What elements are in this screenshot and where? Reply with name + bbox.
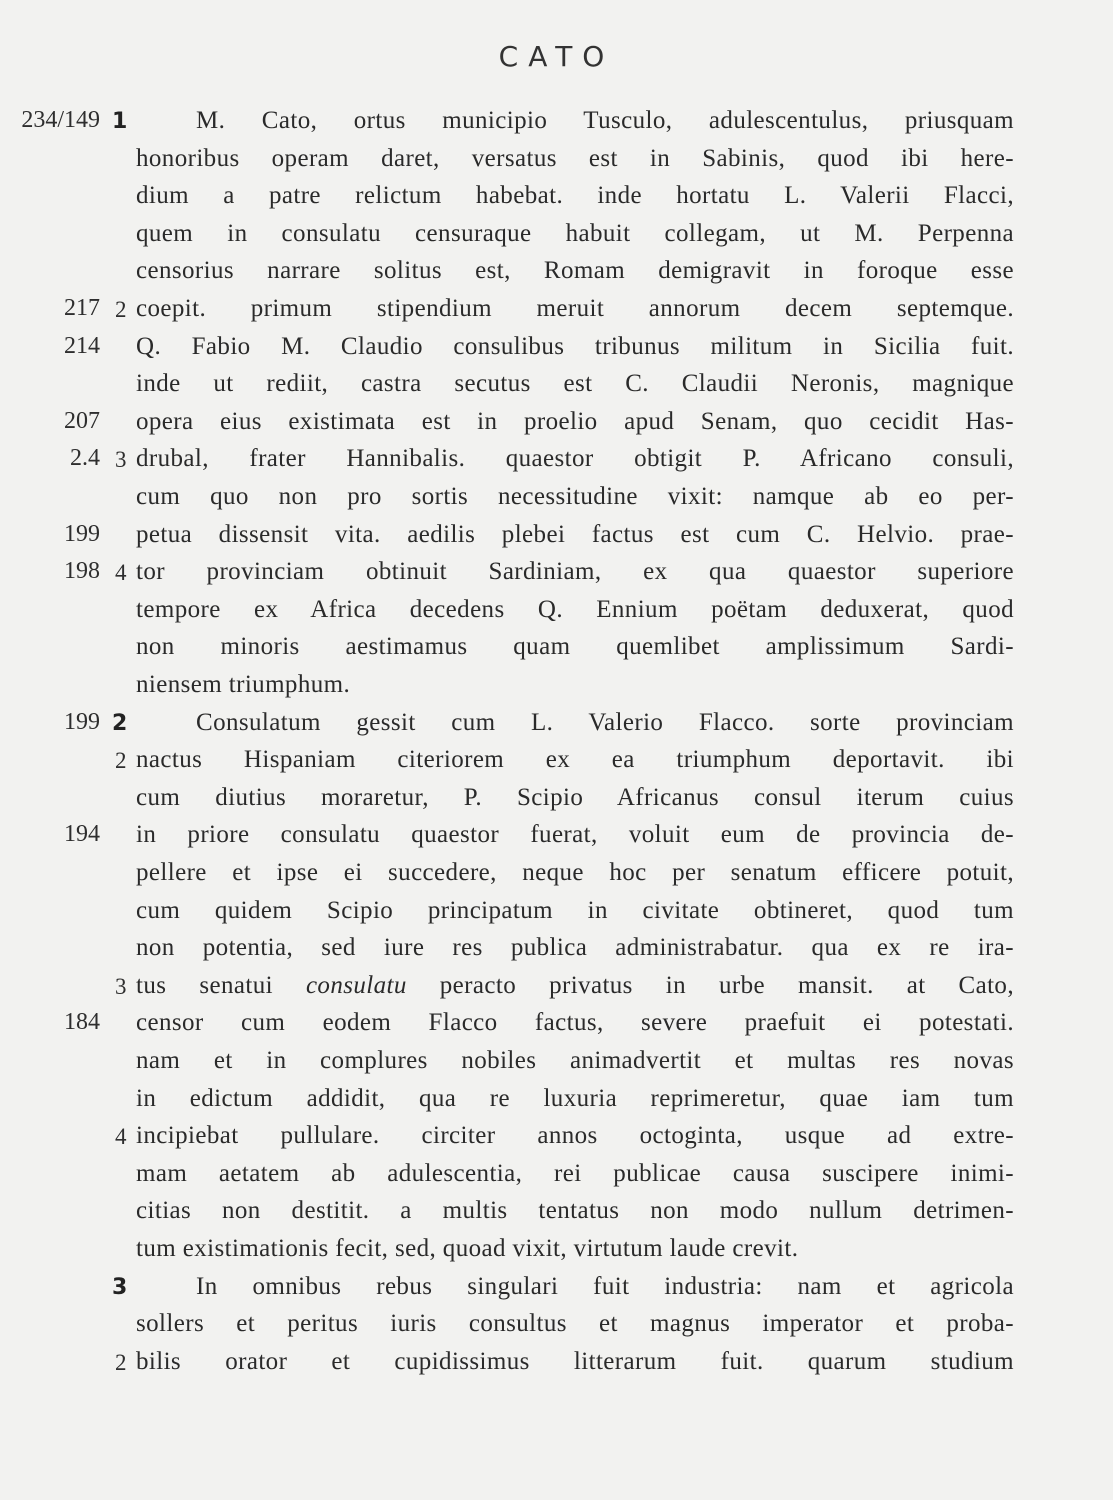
line-text: In omnibus rebus singulari fuit industria: nam et agricola bbox=[196, 1273, 1014, 1300]
text-line bbox=[0, 1120, 1113, 1158]
page-title: CATO bbox=[498, 40, 615, 73]
margin-year: 194 bbox=[64, 821, 100, 847]
text-line bbox=[0, 368, 1113, 406]
text-line bbox=[0, 1045, 1113, 1083]
text-line bbox=[0, 481, 1113, 519]
text-line bbox=[0, 105, 1113, 143]
margin-year: 234/149 bbox=[21, 107, 100, 133]
line-text: niensem triumphum. bbox=[136, 671, 351, 698]
line-text: non potentia, sed iure res publica administrabatur. qua ex re ira- bbox=[136, 934, 1014, 961]
text-line bbox=[0, 744, 1113, 782]
line-text: honoribus operam daret, versatus est in Sabinis, quod ibi here- bbox=[136, 145, 1014, 172]
margin-year: 199 bbox=[64, 709, 100, 735]
text-line bbox=[0, 782, 1113, 820]
line-text: tum existimationis fecit, sed, quoad vixit, virtutum laude crevit. bbox=[136, 1235, 799, 1262]
line-text: tor provinciam obtinuit Sardiniam, ex qua quaestor superiore bbox=[136, 558, 1014, 585]
margin-year: 207 bbox=[64, 408, 100, 434]
text-line bbox=[0, 1346, 1113, 1384]
line-text: censorius narrare solitus est, Romam demigravit in foroque esse bbox=[136, 257, 1014, 284]
section-number: 3 bbox=[115, 447, 127, 472]
line-text: citias non destitit. a multis tentatus non modo nullum detrimen- bbox=[136, 1197, 1014, 1224]
text-line bbox=[0, 1158, 1113, 1196]
line-text: inde ut rediit, castra secutus est C. Claudii Neronis, magnique bbox=[136, 370, 1014, 397]
line-text: opera eius existimata est in proelio apud Senam, quo cecidit Has- bbox=[136, 408, 1014, 435]
section-number: 2 bbox=[115, 297, 127, 322]
text-line bbox=[0, 331, 1113, 369]
text-line bbox=[0, 1083, 1113, 1121]
text-line bbox=[0, 519, 1113, 557]
line-text: Q. Fabio M. Claudio consulibus tribunus militum in Sicilia fuit. bbox=[136, 333, 1014, 360]
text-line bbox=[0, 970, 1113, 1008]
section-number: 2 bbox=[115, 748, 127, 773]
line-text: bilis orator et cupidissimus litterarum fuit. quarum studium bbox=[136, 1348, 1014, 1375]
text-line bbox=[0, 143, 1113, 181]
line-text: quem in consulatu censuraque habuit collegam, ut M. Perpenna bbox=[136, 220, 1014, 247]
line-text: cum quidem Scipio principatum in civitate obtineret, quod tum bbox=[136, 897, 1014, 924]
text-line bbox=[0, 1233, 1113, 1271]
text-line bbox=[0, 594, 1113, 632]
text-line bbox=[0, 1308, 1113, 1346]
section-number: 3 bbox=[115, 974, 127, 999]
line-text: cum diutius moraretur, P. Scipio Africanus consul iterum cuius bbox=[136, 784, 1014, 811]
text-line bbox=[0, 895, 1113, 933]
text-line bbox=[0, 857, 1113, 895]
text-line bbox=[0, 180, 1113, 218]
line-text: in edictum addidit, qua re luxuria reprimeretur, quae iam tum bbox=[136, 1085, 1014, 1112]
section-number: 4 bbox=[115, 560, 127, 585]
margin-year: 214 bbox=[64, 333, 100, 359]
line-text: mam aetatem ab adulescentia, rei publicae causa suscipere inimi- bbox=[136, 1160, 1014, 1187]
text-line bbox=[0, 1195, 1113, 1233]
chapter-number: 1 bbox=[112, 109, 128, 134]
text-line bbox=[0, 707, 1113, 745]
line-text: Consulatum gessit cum L. Valerio Flacco. sorte provinciam bbox=[196, 709, 1014, 736]
line-text bbox=[136, 972, 1014, 1000]
text-line bbox=[0, 255, 1113, 293]
section-number: 4 bbox=[115, 1124, 127, 1149]
margin-year: 198 bbox=[64, 558, 100, 584]
line-text: censor cum eodem Flacco factus, severe praefuit ei potestati. bbox=[136, 1009, 1014, 1036]
text-line bbox=[0, 1007, 1113, 1045]
chapter-number: 3 bbox=[112, 1275, 128, 1300]
line-text: cum quo non pro sortis necessitudine vixit: namque ab eo per- bbox=[136, 483, 1014, 510]
line-text: pellere et ipse ei succedere, neque hoc per senatum efficere potuit, bbox=[136, 859, 1014, 886]
margin-year: 199 bbox=[64, 521, 100, 547]
text-line bbox=[0, 443, 1113, 481]
text-line bbox=[0, 556, 1113, 594]
text-line bbox=[0, 932, 1113, 970]
line-text: coepit. primum stipendium meruit annorum decem septemque. bbox=[136, 295, 1014, 322]
line-text: dium a patre relictum habebat. inde hortatu L. Valerii Flacci, bbox=[136, 182, 1014, 209]
text-line bbox=[0, 406, 1113, 444]
chapter-number: 2 bbox=[112, 711, 128, 736]
text-line bbox=[0, 631, 1113, 669]
margin-year: 217 bbox=[64, 295, 100, 321]
text-line bbox=[0, 293, 1113, 331]
line-text: sollers et peritus iuris consultus et magnus imperator et proba- bbox=[136, 1310, 1014, 1337]
text-line bbox=[0, 669, 1113, 707]
line-text-after: peracto privatus in urbe mansit. at Cato, bbox=[406, 972, 1014, 999]
line-text: petua dissensit vita. aedilis plebei factus est cum C. Helvio. prae- bbox=[136, 521, 1014, 548]
text-line bbox=[0, 218, 1113, 256]
line-text: nam et in complures nobiles animadvertit et multas res novas bbox=[136, 1047, 1014, 1074]
line-text-italic: consulatu bbox=[305, 972, 407, 999]
section-number: 2 bbox=[115, 1350, 127, 1375]
line-text: M. Cato, ortus municipio Tusculo, adulescentulus, priusquam bbox=[196, 107, 1014, 134]
line-text: non minoris aestimamus quam quemlibet amplissimum Sardi- bbox=[136, 633, 1014, 660]
line-text-before: tus senatui bbox=[136, 972, 306, 999]
line-text: drubal, frater Hannibalis. quaestor obtigit P. Africano consuli, bbox=[136, 445, 1014, 472]
line-text: nactus Hispaniam citeriorem ex ea triumphum deportavit. ibi bbox=[136, 746, 1014, 773]
text-line bbox=[0, 1271, 1113, 1309]
text-line bbox=[0, 819, 1113, 857]
line-text: tempore ex Africa decedens Q. Ennium poëtam deduxerat, quod bbox=[136, 596, 1014, 623]
margin-year: 2.4 bbox=[70, 445, 100, 471]
line-text: in priore consulatu quaestor fuerat, voluit eum de provincia de- bbox=[136, 821, 1014, 848]
line-text: incipiebat pullulare. circiter annos octoginta, usque ad extre- bbox=[136, 1122, 1014, 1149]
margin-year: 184 bbox=[64, 1009, 100, 1035]
